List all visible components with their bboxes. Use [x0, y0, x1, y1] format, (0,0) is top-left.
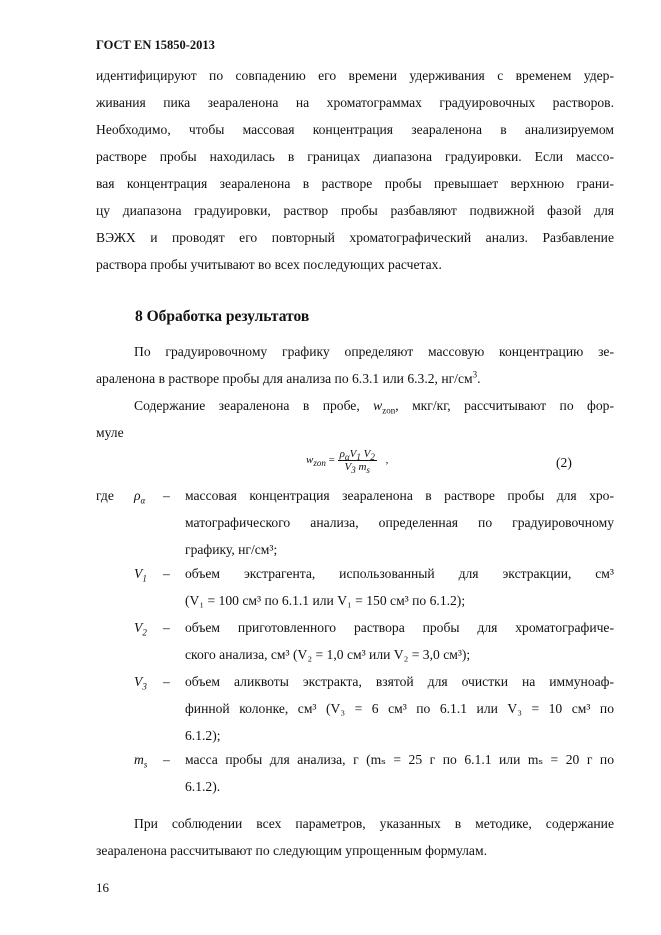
superscript: 3 — [472, 369, 478, 380]
def-symbol — [134, 674, 147, 690]
text-line: вая концентрация зеараленона в растворе пробы превышает верхнюю грани- — [96, 176, 614, 191]
symbol: V — [134, 566, 143, 581]
def-dash: – — [163, 674, 170, 689]
formula-lhs-sub: zon — [313, 458, 326, 469]
text-line: живания пика зеараленона на хроматограммах градуировочных растворов. — [96, 95, 614, 110]
text-fragment: . — [477, 371, 481, 386]
def-text — [185, 560, 614, 614]
symbol-sub: α — [140, 495, 146, 506]
rho: ρ — [339, 448, 345, 460]
text-line — [96, 365, 614, 392]
text-line: массовая концентрация зеараленона в растворе пробы для хро- — [185, 488, 614, 503]
closing-paragraph — [96, 810, 614, 864]
symbol: m — [134, 752, 144, 767]
def-dash: – — [163, 752, 170, 767]
text-fragment: , мкг/кг, рассчитывают по фор- — [395, 398, 614, 413]
text-line: цу диапазона градуировки, раствор пробы разбавляют подвижной фазой для — [96, 203, 614, 218]
v1: V — [349, 448, 357, 460]
def-text — [185, 746, 614, 800]
v2-sub: 2 — [370, 452, 375, 463]
text-line: объем экстрагента, использованный для экстракции, см³ — [185, 566, 614, 581]
formula-fraction — [338, 448, 377, 476]
symbol-sub: s — [143, 759, 148, 770]
v1-sub: 1 — [356, 452, 361, 463]
paragraph-calibration — [96, 338, 614, 392]
text-line: По градуировочному графику определяют массовую концентрацию зе- — [134, 344, 614, 359]
text-line: ВЭЖХ и проводят его повторный хроматографический анализ. Разбавление — [96, 230, 614, 245]
def-dash: – — [163, 566, 170, 581]
text-line: муле — [96, 425, 124, 440]
symbol: ρ — [134, 488, 141, 503]
text-line: ского анализа, см³ (V₂ = 1,0 см³ или V₂ = 3,0 см³); — [185, 647, 471, 662]
symbol-sub: 2 — [142, 627, 147, 638]
formula-comma: , — [385, 454, 389, 467]
v3: V — [344, 461, 352, 473]
def-symbol — [134, 566, 147, 582]
text-line: объем аликвоты экстракта, взятой для очистки на иммуноаф- — [185, 674, 614, 689]
text-line: финной колонке, см³ (V₃ = 6 см³ по 6.1.1 или V₃ = 10 см³ по — [185, 701, 614, 716]
text-line — [96, 392, 614, 419]
text-line: зеараленона рассчитывают по следующим упрощенным формулам. — [96, 843, 487, 858]
text-line: раствора пробы учитывают во всех последующих расчетах. — [96, 257, 442, 272]
symbol-sub: 3 — [142, 681, 147, 692]
variable-w: w — [373, 398, 383, 413]
paragraph-content — [96, 392, 614, 446]
text-line: При соблюдении всех параметров, указанных в методике, содержание — [134, 816, 614, 831]
text-line: идентифицируют по совпадению его времени удерживания с временем удер- — [96, 68, 614, 83]
section-heading: 8 Обработка результатов — [135, 308, 310, 325]
equation-number: (2) — [556, 455, 572, 470]
subscript: zon — [382, 405, 396, 416]
text-line: матографического анализа, определенная по градуировочному — [185, 515, 614, 530]
text-line: растворе пробы находилась в границах диапазона градуировки. Если массо- — [96, 149, 614, 164]
def-text — [185, 668, 614, 749]
text-fragment: Содержание зеараленона в пробе, — [134, 398, 374, 413]
v2: V — [363, 448, 371, 460]
ms-sub: s — [366, 465, 370, 476]
def-text — [185, 614, 614, 668]
text-line: масса пробы для анализа, г (mₛ = 25 г по 6.1.1 или mₛ = 20 г по — [185, 752, 614, 767]
text-line: 6.1.2); — [185, 728, 221, 743]
v3-sub: 3 — [351, 465, 356, 476]
ms: m — [358, 461, 367, 473]
text-line: объем приготовленного раствора пробы для хроматографиче- — [185, 620, 614, 635]
symbol: V — [134, 620, 143, 635]
symbol-sub: 1 — [142, 573, 147, 584]
text-line: графику, нг/см³; — [185, 542, 278, 557]
formula-denominator — [338, 461, 377, 476]
formula-2 — [306, 448, 389, 476]
page-number: 16 — [96, 880, 109, 895]
def-dash: – — [163, 488, 170, 503]
def-symbol — [134, 752, 147, 768]
text-fragment: араленона в растворе пробы для анализа по 6.3.1 или 6.3.2, нг/см — [96, 371, 473, 386]
text-line: 6.1.2). — [185, 779, 221, 794]
alpha-sub: α — [344, 452, 350, 463]
text-line: (V₁ = 100 см³ по 6.1.1 или V₁ = 150 см³ по 6.1.2); — [185, 593, 466, 608]
document-header: ГОСТ EN 15850-2013 — [96, 38, 215, 52]
symbol: V — [134, 674, 143, 689]
formula-lhs: w — [306, 454, 314, 467]
intro-paragraph — [96, 62, 614, 278]
formula-equals: = — [328, 454, 335, 467]
text-line: Необходимо, чтобы массовая концентрация зеараленона в анализируемом — [96, 122, 614, 137]
def-dash: – — [163, 620, 170, 635]
def-symbol — [134, 488, 145, 504]
where-label: где — [96, 488, 114, 503]
def-text — [185, 482, 614, 563]
def-symbol — [134, 620, 147, 636]
formula-numerator — [338, 448, 377, 461]
